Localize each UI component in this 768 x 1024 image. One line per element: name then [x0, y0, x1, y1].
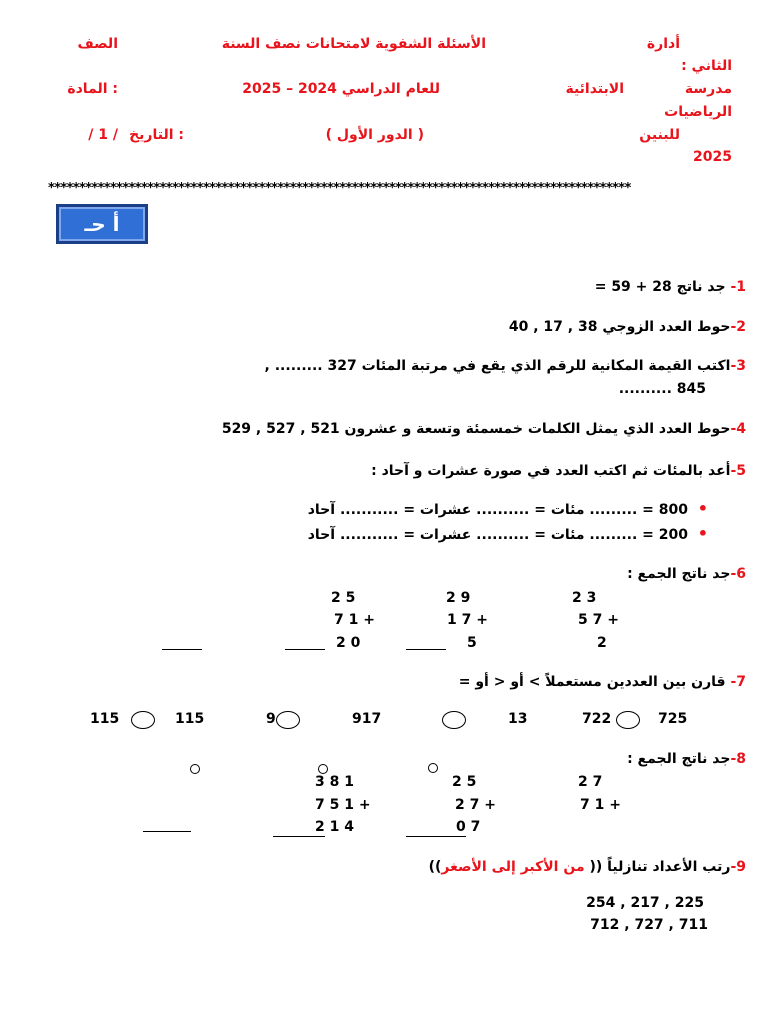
q8-extra-underline — [143, 831, 191, 832]
q7-pair3-left: 917 — [352, 711, 382, 727]
question-8-number: 8- — [730, 751, 746, 767]
question-9 — [429, 859, 746, 875]
header-school-type: الابتدائية — [565, 81, 624, 97]
question-2-number: 2- — [730, 319, 746, 335]
question-4-text: حوط العدد الذي يمثل الكلمات خمسمئة وتسعة و عشرون 521 , 527 , 529 — [221, 421, 731, 437]
question-5-item-2-text: 200 = ......... مئات = .......... عشرات = ........... آحاد — [307, 527, 689, 543]
question-8-text: جد ناتج الجمع : — [627, 751, 731, 767]
question-5-item-1 — [308, 499, 708, 518]
question-6-number: 6- — [730, 566, 746, 582]
q8-p3-underline — [273, 836, 325, 837]
question-9-number: 9- — [730, 859, 746, 875]
q6-p1-mid: + 7 5 — [578, 612, 619, 628]
q7-pair4-left: 115 — [175, 711, 205, 727]
q8-p2-underline — [406, 836, 466, 837]
q7-pair1-right: 722 — [582, 711, 612, 727]
small-circle-icon — [428, 763, 438, 773]
question-4 — [222, 421, 746, 437]
q8-p1-mid: + 1 7 — [580, 797, 621, 813]
q8-p2-result: 0 7 — [456, 819, 481, 835]
question-3-number: 3- — [730, 358, 746, 374]
q8-p3-top: 3 8 1 — [315, 774, 354, 790]
q8-p3-mid: + 1 5 7 — [315, 797, 371, 813]
question-1-number: 1- — [730, 279, 746, 295]
header-grade: : الثاني — [681, 58, 732, 74]
question-2-text: حوط العدد الزوجي 38 , 17 , 40 — [508, 319, 731, 335]
question-7-text: قارن بين العددين مستعملاً > أو < أو = — [458, 674, 731, 690]
q8-p2-mid: + 7 2 — [455, 797, 496, 813]
question-8 — [627, 751, 746, 767]
q7-pair2-oval[interactable] — [442, 711, 466, 729]
q8-p2-top: 2 5 — [452, 774, 477, 790]
q7-pair4-right: 115 — [90, 711, 120, 727]
header-subject-label: المادة : — [67, 81, 118, 97]
q6-p2-underline — [406, 649, 446, 650]
header-admin: أدارة — [646, 36, 680, 52]
separator: ********************************************************************************************** — [48, 181, 631, 196]
header-subject: الرياضيات — [664, 104, 732, 120]
q6-p3-top: 2 5 — [331, 590, 356, 606]
header-title: الأسئلة الشفوية لامتحانات نصف السنة — [221, 36, 486, 52]
q8-p3-result: 2 1 4 — [315, 819, 354, 835]
header-boys: للبنين — [639, 127, 680, 143]
bullet-icon: • — [697, 524, 708, 543]
q7-pair3-oval[interactable] — [276, 711, 300, 729]
q9-row-1: 225 , 217 , 254 — [586, 895, 704, 911]
question-7-number: 7- — [730, 674, 746, 690]
question-2 — [509, 319, 746, 335]
question-5-item-1-text: 800 = ......... مئات = .......... عشرات = ........... آحاد — [307, 502, 689, 518]
q7-pair2-left: 13 — [508, 711, 528, 727]
q6-extra-underline — [162, 649, 202, 650]
header-school: مدرسة — [684, 81, 732, 97]
question-5-item-2 — [308, 524, 708, 543]
q6-p3-result: 2 0 — [336, 635, 361, 651]
question-9-text: رتب الأعداد تنازلياً (( — [589, 859, 731, 875]
question-6-text: جد ناتج الجمع : — [627, 566, 731, 582]
question-5-text: أعد بالمئات ثم اكتب العدد في صورة عشرات و آحاد : — [371, 463, 731, 479]
question-1-text: جد ناتج 28 + 59 = — [594, 279, 731, 295]
q6-p2-result: 5 — [467, 635, 477, 651]
header-date: / 1 / — [88, 127, 118, 143]
small-circle-icon — [190, 764, 200, 774]
q6-p2-mid: + 7 1 — [447, 612, 488, 628]
question-9-end: )) — [428, 859, 442, 875]
header-year: للعام الدراسي 2024 – 2025 — [242, 81, 440, 97]
q6-p3-underline — [285, 649, 325, 650]
bullet-icon: • — [697, 499, 708, 518]
header-date-label: التاريخ : — [129, 127, 184, 143]
question-3-continued: 845 .......... — [618, 381, 706, 397]
header-round: ( الدور الأول ) — [325, 127, 424, 143]
q8-p1-top: 2 7 — [578, 774, 603, 790]
q7-pair1-left: 725 — [658, 711, 688, 727]
q7-pair3-right: 9 — [266, 711, 276, 727]
q7-pair4-oval[interactable] — [131, 711, 155, 729]
header-grade-word: الصف — [77, 36, 118, 52]
question-5 — [371, 463, 746, 479]
section-button[interactable] — [56, 204, 148, 244]
q6-p1-top: 2 3 — [572, 590, 597, 606]
q6-p1-result: 2 — [597, 635, 607, 651]
question-5-number: 5- — [730, 463, 746, 479]
question-4-number: 4- — [730, 421, 746, 437]
q6-p2-top: 2 9 — [446, 590, 471, 606]
q9-row-2: 711 , 727 , 712 — [590, 917, 708, 933]
q7-pair1-oval[interactable] — [616, 711, 640, 729]
question-9-highlight: من الأكبر إلى الأصغر — [441, 859, 585, 875]
question-3 — [265, 358, 746, 374]
question-1 — [595, 279, 746, 295]
section-button-label: أ حـ — [84, 212, 120, 236]
question-6 — [627, 566, 746, 582]
question-3-text: اكتب القيمة المكانية للرقم الذي يقع في مرتبة المئات 327 ......... , — [264, 358, 731, 374]
small-circle-icon — [318, 764, 328, 774]
q6-p3-mid: + 1 7 — [334, 612, 375, 628]
question-7 — [459, 674, 746, 690]
header-date-year: 2025 — [693, 149, 732, 165]
